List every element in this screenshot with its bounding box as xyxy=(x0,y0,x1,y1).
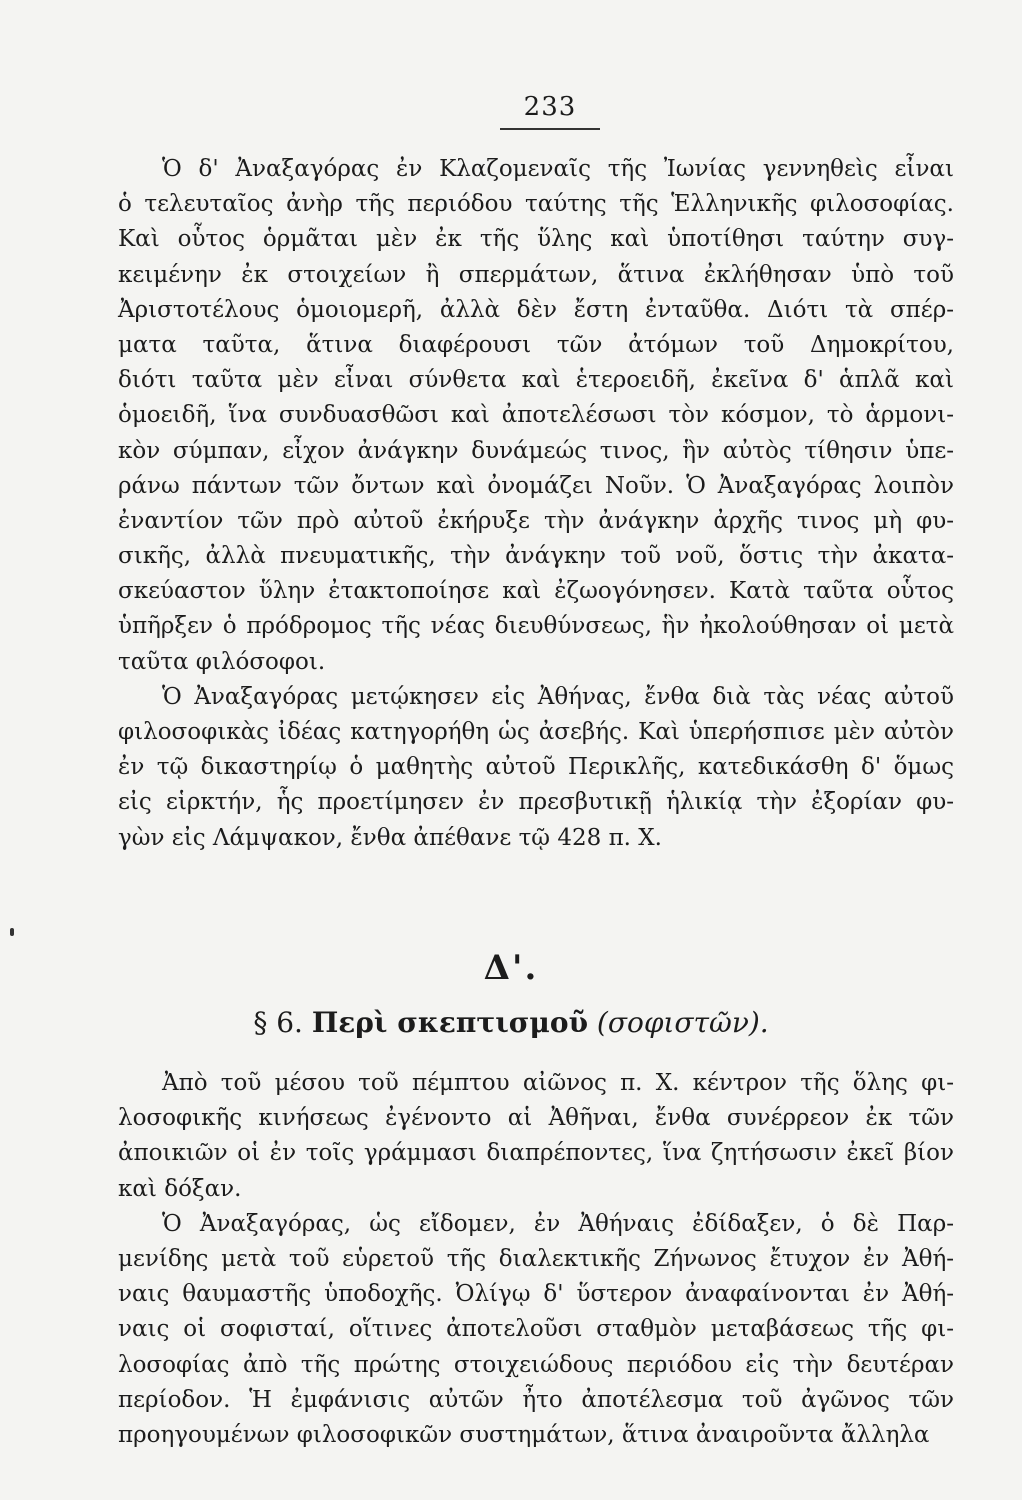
page-number-rule xyxy=(500,128,600,130)
text-line: ματα ταῦτα, ἅτινα διαφέρουσι τῶν ἀτόμων τοῦ Δημοκρίτου, xyxy=(118,331,954,358)
text-line: ἀποικιῶν οἱ ἐν τοῖς γράμμασι διαπρέποντες, ἵνα ζητήσωσιν ἐκεῖ βίον xyxy=(118,1140,954,1167)
text-block-bottom xyxy=(118,1066,954,1453)
text-line: ἐναντίον τῶν πρὸ αὐτοῦ ἐκήρυξε τὴν ἀνάγκην ἀρχῆς τινος μὴ φυ- xyxy=(118,507,954,534)
text-line: Ὁ Ἀναξαγόρας μετῴκησεν εἰς Ἀθήνας, ἔνθα διὰ τὰς νέας αὐτοῦ xyxy=(162,683,954,710)
section-letter: Δ'. xyxy=(483,948,539,988)
section-heading xyxy=(0,1006,1022,1039)
text-line: σκεύαστον ὕλην ἐτακτοποίησε καὶ ἐζωογόνησεν. Κατὰ ταῦτα οὗτος xyxy=(118,578,954,605)
text-line: ράνω πάντων τῶν ὄντων καὶ ὀνομάζει Νοῦν. Ὁ Ἀναξαγόρας λοιπὸν xyxy=(118,472,954,499)
section-title: Περὶ σκεπτισμοῦ xyxy=(311,1006,589,1039)
text-line: λοσοφικῆς κινήσεως ἐγένοντο αἱ Ἀθῆναι, ἔνθα συνέρρεον ἐκ τῶν xyxy=(118,1105,954,1132)
text-line: περίοδον. Ἡ ἐμφάνισις αὐτῶν ἦτο ἀποτέλεσμα τοῦ ἀγῶνος τῶν xyxy=(118,1386,954,1413)
margin-mark xyxy=(10,928,14,936)
text-line: κειμένην ἐκ στοιχείων ἢ σπερμάτων, ἅτινα ἐκλήθησαν ὑπὸ τοῦ xyxy=(118,261,954,288)
text-line: Ὁ Ἀναξαγόρας, ὡς εἴδομεν, ἐν Ἀθήναις ἐδίδαξεν, ὁ δὲ Παρ- xyxy=(162,1210,954,1237)
paragraph-anaxagoras-intro xyxy=(118,152,954,680)
text-line: εἰς εἱρκτήν, ἧς προετίμησεν ἐν πρεσβυτικῇ ἡλικίᾳ τὴν ἐξορίαν φυ- xyxy=(118,789,954,816)
text-block-top xyxy=(118,152,954,856)
paragraph-athens-center xyxy=(118,1066,954,1207)
text-line: προηγουμένων φιλοσοφικῶν συστημάτων, ἅτινα ἀναιροῦντα ἄλληλα xyxy=(118,1421,930,1448)
text-line: ἐν τῷ δικαστηρίῳ ὁ μαθητὴς αὐτοῦ Περικλῆς, κατεδικάσθη δ' ὅμως xyxy=(118,754,954,781)
text-line: Ἀπὸ τοῦ μέσου τοῦ πέμπτου αἰῶνος π. Χ. κέντρον τῆς ὅλης φι- xyxy=(162,1070,954,1096)
text-line: καὶ δόξαν. xyxy=(118,1175,242,1202)
paragraph-sophists xyxy=(118,1207,954,1453)
text-line: ταῦτα φιλόσοφοι. xyxy=(118,648,326,675)
text-line: μενίδης μετὰ τοῦ εὑρετοῦ τῆς διαλεκτικῆς Ζήνωνος ἔτυχον ἐν Ἀθή- xyxy=(118,1245,954,1272)
text-line: ὁμοειδῆ, ἵνα συνδυασθῶσι καὶ ἀποτελέσωσι τὸν κόσμον, τὸ ἁρμονι- xyxy=(118,402,954,429)
text-line: ὁ τελευταῖος ἀνὴρ τῆς περιόδου ταύτης τῆς Ἑλληνικῆς φιλοσοφίας. xyxy=(118,191,954,218)
text-line: ναις θαυμαστῆς ὑποδοχῆς. Ὀλίγῳ δ' ὕστερον ἀναφαίνονται ἐν Ἀθή- xyxy=(118,1281,954,1308)
text-line: ὑπῆρξεν ὁ πρόδρομος τῆς νέας διευθύνσεως, ἣν ἠκολούθησαν οἱ μετὰ xyxy=(118,613,954,640)
section-subtitle: (σοφιστῶν). xyxy=(596,1006,769,1039)
section-number: § 6. xyxy=(253,1006,303,1039)
text-line: σικῆς, ἀλλὰ πνευματικῆς, τὴν ἀνάγκην τοῦ νοῦ, ὅστις τὴν ἀκατα- xyxy=(118,543,954,570)
text-line: γὼν εἰς Λάμψακον, ἔνθα ἀπέθανε τῷ 428 π. Χ. xyxy=(118,824,662,851)
text-line: Καὶ οὗτος ὁρμᾶται μὲν ἐκ τῆς ὕλης καὶ ὑποτίθησι ταύτην συγ- xyxy=(118,226,954,253)
text-line: φιλοσοφικὰς ἰδέας κατηγορήθη ὡς ἀσεβής. Καὶ ὑπερήσπισε μὲν αὐτὸν xyxy=(118,719,954,745)
text-line: Ἀριστοτέλους ὁμοιομερῆ, ἀλλὰ δὲν ἔστη ἐνταῦθα. Διότι τὰ σπέρ- xyxy=(118,296,954,323)
text-line: λοσοφίας ἀπὸ τῆς πρώτης στοιχειώδους περιόδου εἰς τὴν δευτέραν xyxy=(118,1351,954,1378)
paragraph-anaxagoras-athens xyxy=(118,680,954,856)
text-line: κὸν σύμπαν, εἶχον ἀνάγκην δυνάμεώς τινος, ἣν αὐτὸς τίθησιν ὑπε- xyxy=(118,437,954,464)
text-line: ναις οἱ σοφισταί, οἵτινες ἀποτελοῦσι σταθμὸν μεταβάσεως τῆς φι- xyxy=(118,1316,954,1343)
text-line: διότι ταῦτα μὲν εἶναι σύνθετα καὶ ἑτεροειδῆ, ἐκεῖνα δ' ἁπλᾶ καὶ xyxy=(118,367,954,394)
text-line: Ὁ δ' Ἀναξαγόρας ἐν Κλαζομεναῖς τῆς Ἰωνίας γεννηθεὶς εἶναι xyxy=(162,156,954,182)
page-number: 233 xyxy=(523,92,577,122)
